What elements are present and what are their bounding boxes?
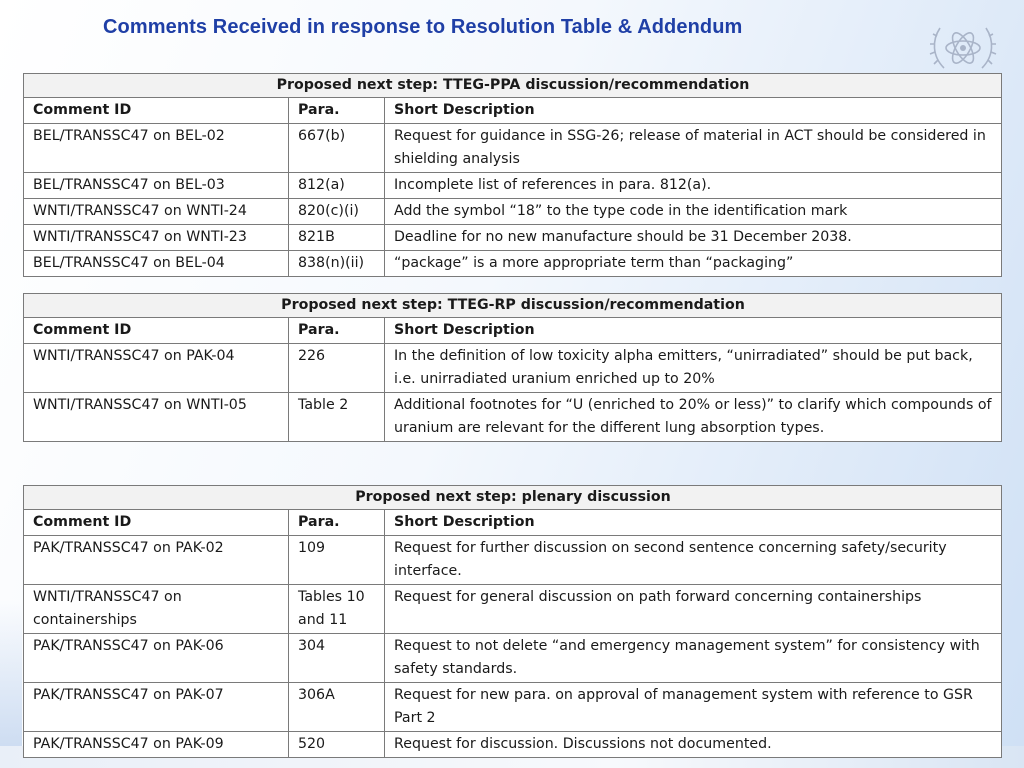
header-comment-id: Comment ID: [24, 318, 289, 344]
table-row: [24, 634, 1002, 683]
comment-id-cell: PAK/TRANSSC47 on PAK-07: [24, 683, 289, 732]
slide-title: Comments Received in response to Resolution Table & Addendum: [103, 16, 743, 38]
atom-laurel-logo: [928, 18, 998, 76]
table-row: [24, 393, 1002, 442]
comment-id-cell: WNTI/TRANSSC47 on WNTI-23: [24, 225, 289, 251]
comment-id-cell: BEL/TRANSSC47 on BEL-04: [24, 251, 289, 277]
atom-icon: [928, 18, 998, 76]
description-cell: Request for new para. on approval of management system with reference to GSR Part 2: [385, 683, 1002, 732]
description-cell: “package” is a more appropriate term than “packaging”: [385, 251, 1002, 277]
description-cell: Request for guidance in SSG-26; release of material in ACT should be considered in shielding analysis: [385, 124, 1002, 173]
table-row: [24, 536, 1002, 585]
para-cell: 306A: [289, 683, 385, 732]
comment-id-cell: WNTI/TRANSSC47 on WNTI-05: [24, 393, 289, 442]
table-row: [24, 732, 1002, 758]
table-row: [24, 251, 1002, 277]
header-comment-id: Comment ID: [24, 510, 289, 536]
comment-id-cell: PAK/TRANSSC47 on PAK-09: [24, 732, 289, 758]
para-cell: 820(c)(i): [289, 199, 385, 225]
comment-id-cell: PAK/TRANSSC47 on PAK-02: [24, 536, 289, 585]
comment-id-cell: BEL/TRANSSC47 on BEL-03: [24, 173, 289, 199]
comment-id-cell: PAK/TRANSSC47 on PAK-06: [24, 634, 289, 683]
para-cell: 821B: [289, 225, 385, 251]
comment-id-cell: WNTI/TRANSSC47 on containerships: [24, 585, 289, 634]
description-cell: Incomplete list of references in para. 812(a).: [385, 173, 1002, 199]
para-cell: Table 2: [289, 393, 385, 442]
resolution-table-plenary: [23, 485, 1002, 758]
header-comment-id: Comment ID: [24, 98, 289, 124]
description-cell: Request for discussion. Discussions not documented.: [385, 732, 1002, 758]
left-decor-bar: [0, 600, 22, 768]
table-row: [24, 585, 1002, 634]
table-row: [24, 344, 1002, 393]
comment-id-cell: WNTI/TRANSSC47 on WNTI-24: [24, 199, 289, 225]
resolution-table-ttegppa: [23, 73, 1002, 277]
description-cell: Request to not delete “and emergency management system” for consistency with safety standards.: [385, 634, 1002, 683]
para-cell: 109: [289, 536, 385, 585]
table-header-row: [24, 318, 1002, 344]
table-row: [24, 199, 1002, 225]
table-step-row: [24, 294, 1002, 318]
table-header-row: [24, 510, 1002, 536]
resolution-table-ttegrp: [23, 293, 1002, 442]
step-heading: Proposed next step: TTEG-PPA discussion/recommendation: [24, 74, 1002, 98]
step-heading: Proposed next step: TTEG-RP discussion/recommendation: [24, 294, 1002, 318]
table-row: [24, 173, 1002, 199]
para-cell: 226: [289, 344, 385, 393]
description-cell: Additional footnotes for “U (enriched to 20% or less)” to clarify which compounds of uranium are relevant for the different lung absorption types.: [385, 393, 1002, 442]
para-cell: 667(b): [289, 124, 385, 173]
table-header-row: [24, 98, 1002, 124]
para-cell: 812(a): [289, 173, 385, 199]
step-heading: Proposed next step: plenary discussion: [24, 486, 1002, 510]
table-step-row: [24, 486, 1002, 510]
comment-id-cell: WNTI/TRANSSC47 on PAK-04: [24, 344, 289, 393]
description-cell: Request for further discussion on second sentence concerning safety/security interface.: [385, 536, 1002, 585]
header-short-description: Short Description: [385, 98, 1002, 124]
description-cell: Add the symbol “18” to the type code in the identification mark: [385, 199, 1002, 225]
table-step-row: [24, 74, 1002, 98]
table-row: [24, 683, 1002, 732]
description-cell: Request for general discussion on path forward concerning containerships: [385, 585, 1002, 634]
para-cell: Tables 10 and 11: [289, 585, 385, 634]
header-short-description: Short Description: [385, 510, 1002, 536]
para-cell: 838(n)(ii): [289, 251, 385, 277]
header-para: Para.: [289, 318, 385, 344]
description-cell: Deadline for no new manufacture should be 31 December 2038.: [385, 225, 1002, 251]
header-short-description: Short Description: [385, 318, 1002, 344]
para-cell: 520: [289, 732, 385, 758]
table-row: [24, 225, 1002, 251]
description-cell: In the definition of low toxicity alpha emitters, “unirradiated” should be put back, i.e. unirradiated uranium enriched up to 20%: [385, 344, 1002, 393]
header-para: Para.: [289, 98, 385, 124]
comment-id-cell: BEL/TRANSSC47 on BEL-02: [24, 124, 289, 173]
header-para: Para.: [289, 510, 385, 536]
table-row: [24, 124, 1002, 173]
para-cell: 304: [289, 634, 385, 683]
